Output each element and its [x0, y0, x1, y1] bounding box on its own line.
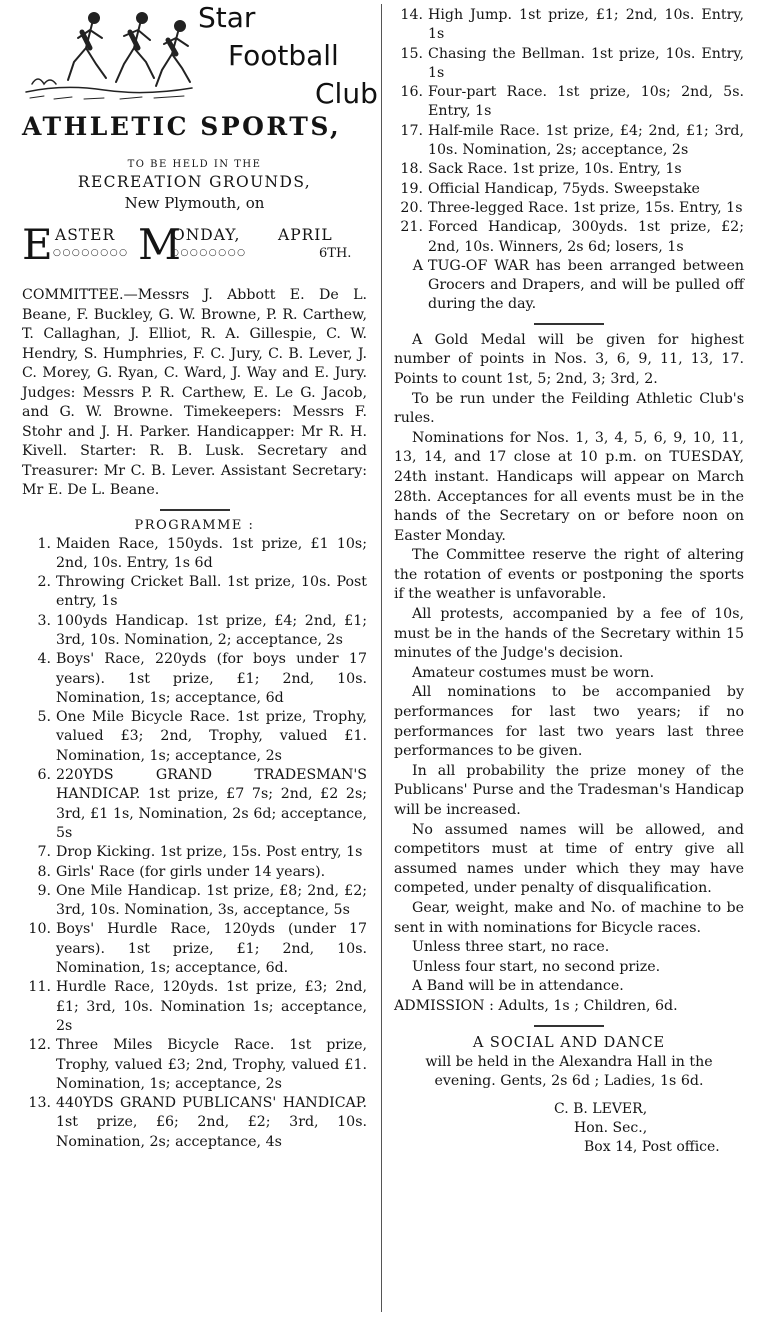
- event-text: One Mile Bicycle Race. 1st prize, Trophy, valued £3; 2nd, Trophy, valued £1. Nomination, 1s; acceptance, 2s: [56, 709, 367, 764]
- masthead-word-star: Star: [198, 1, 256, 34]
- list-item: [22, 1036, 367, 1094]
- note-paragraph: In all probability the prize money of the Publicans' Purse and the Tradesman's Handicap will be increased.: [394, 762, 744, 818]
- date-cap-e: E: [22, 220, 53, 269]
- event-number: 17.: [400, 122, 423, 139]
- event-number: 9.: [37, 882, 51, 899]
- list-item: [22, 920, 367, 978]
- list-item: [394, 257, 744, 315]
- event-text: Throwing Cricket Ball. 1st prize, 10s. Post entry, 1s: [56, 574, 367, 610]
- date-april: APRIL: [278, 226, 333, 244]
- event-number: 10.: [28, 921, 51, 938]
- event-text: Three Miles Bicycle Race. 1st prize, Trophy, valued £3; 2nd, Trophy, valued £1. Nomination, 1s; acceptance, 2s: [56, 1037, 367, 1092]
- right-column: [394, 0, 744, 1157]
- event-text: One Mile Handicap. 1st prize, £8; 2nd, £2; 3rd, 10s. Nomination, 3s, acceptance, 5s: [56, 882, 367, 919]
- event-number: 1.: [37, 535, 51, 552]
- event-text: Girls' Race (for girls under 14 years).: [56, 863, 326, 880]
- event-number: 21.: [400, 219, 423, 236]
- list-item: [22, 1094, 367, 1152]
- signature-title: Hon. Sec.,: [574, 1119, 648, 1136]
- dots-ornament-icon: ○○○○○○○○: [171, 248, 247, 258]
- event-number: 8.: [37, 863, 51, 880]
- list-item: [394, 45, 744, 84]
- list-item: [22, 650, 367, 708]
- note-paragraph: All nominations to be accompanied by performances for last two years; if no performances for last two years last three performances to be given.: [394, 684, 744, 760]
- note-paragraph: All protests, accompanied by a fee of 10s, must be in the hands of the Secretary within 15 minutes of the Judge's decision.: [394, 606, 744, 662]
- divider-rule: [534, 1025, 604, 1027]
- runners-illustration-icon: [24, 4, 194, 104]
- committee-paragraph: COMMITTEE.—Messrs J. Abbott E. De L. Beane, F. Buckley, G. W. Browne, P. R. Carthew, T. Callaghan, J. Elliot, R. A. Gillespie, C. W. Hendry, S. Humphries, F. C. Jury, C. B. Lever, J. C. Morey, G. Ryan, C. Ward, J. Way and E. Jury. Judges: Messrs P. R. Carthew, E. Le G. Jacob, and G. W. Browne. Timekeepers: Messrs F. Stohr and J. H. Parker. Handicapper: Mr R. H. Kivell. Starter: R. B. Lusk. Secretary and Treasurer: Mr C. B. Lever. Assistant Secretary: Mr E. De L. Beane.: [22, 287, 367, 498]
- event-number: 20.: [400, 199, 423, 216]
- event-number: 4.: [37, 651, 51, 668]
- event-text: Boys' Hurdle Race, 120yds (under 17 years). 1st prize, £1; 2nd, 10s. Nomination, 1s; acceptance, 6d.: [56, 921, 367, 977]
- events-list-right: [394, 6, 744, 315]
- list-item: [22, 535, 367, 574]
- divider-rule: [160, 509, 230, 511]
- event-text: High Jump. 1st prize, £1; 2nd, 10s. Entry, 1s: [428, 7, 744, 43]
- list-item: [22, 882, 367, 921]
- list-item: [394, 218, 744, 257]
- list-item: [22, 612, 367, 651]
- event-number: 18.: [400, 161, 423, 178]
- event-number: 6.: [37, 767, 51, 784]
- list-item: [394, 6, 744, 45]
- divider-rule: [534, 323, 604, 325]
- programme-title: PROGRAMME :: [134, 517, 255, 533]
- event-number: 3.: [37, 612, 51, 629]
- event-number: 13.: [28, 1095, 51, 1112]
- event-number: 11.: [28, 979, 51, 996]
- note-paragraph: The Committee reserve the right of altering the rotation of events or postponing the sports if the weather is unfavorable.: [394, 547, 744, 603]
- event-text: Sack Race. 1st prize, 10s. Entry, 1s: [428, 161, 682, 178]
- event-number: 7.: [37, 844, 51, 861]
- list-item: [22, 978, 367, 1036]
- note-paragraph: A Band will be in attendance.: [412, 978, 624, 995]
- events-list-left: [22, 535, 367, 1153]
- note-paragraph: Nominations for Nos. 1, 3, 4, 5, 6, 9, 10, 11, 13, 14, and 17 close at 10 p.m. on TUESDAY, 24th instant. Handicaps will appear on March 28th. Acceptances for all events must be in the hands of the Secretary on or before noon on Easter Monday.: [394, 429, 744, 544]
- masthead: [22, 0, 378, 112]
- list-item: [394, 180, 744, 199]
- event-text: Forced Handicap, 300yds. 1st prize, £2; 2nd, 10s. Winners, 2s 6d; losers, 1s: [428, 219, 744, 255]
- list-item: [22, 573, 367, 612]
- notes: [394, 331, 744, 1017]
- note-paragraph: No assumed names will be allowed, and competitors must at time of entry give all assumed names under which they may have competed, under penalty of disqualification.: [394, 821, 744, 897]
- signature-name: C. B. LEVER,: [554, 1100, 648, 1117]
- held-line: TO BE HELD IN THE: [127, 159, 262, 170]
- date-small-e: ASTER: [55, 226, 116, 244]
- event-number: 12.: [28, 1037, 51, 1054]
- masthead-word-club: Club: [315, 77, 378, 110]
- grounds-line: RECREATION GROUNDS,: [77, 173, 312, 191]
- event-text: 440YDS GRAND PUBLICANS' HANDICAP. 1st prize, £6; 2nd, £2; 3rd, 10s. Nomination, 2s; acceptance, 4s: [56, 1095, 367, 1150]
- event-number: 16.: [400, 84, 423, 101]
- event-number: 14.: [400, 7, 423, 23]
- event-text: Four-part Race. 1st prize, 10s; 2nd, 5s. Entry, 1s: [428, 84, 744, 120]
- column-divider: [381, 4, 382, 1312]
- dots-ornament-icon: ○○○○○○○○: [53, 248, 129, 258]
- signature-block: [394, 1100, 744, 1157]
- event-text: Hurdle Race, 120yds. 1st prize, £3; 2nd, £1; 3rd, 10s. Nomination 1s; acceptance, 2s: [56, 979, 367, 1034]
- list-item: [22, 766, 367, 843]
- note-paragraph: A Gold Medal will be given for highest number of points in Nos. 3, 6, 9, 11, 13, 17. Points to count 1st, 5; 2nd, 3; 3rd, 2.: [394, 331, 744, 387]
- event-text: TUG-OF WAR has been arranged between Grocers and Drapers, and will be pulled off during the day.: [428, 257, 744, 313]
- social-title: A SOCIAL AND DANCE: [472, 1034, 666, 1051]
- event-text: Chasing the Bellman. 1st prize, 10s. Entry, 1s: [428, 45, 744, 81]
- list-item: [394, 122, 744, 161]
- event-number: 15.: [400, 45, 423, 62]
- list-item: [394, 83, 744, 122]
- place-line: New Plymouth, on: [124, 194, 265, 212]
- signature-address: Box 14, Post office.: [584, 1138, 720, 1155]
- list-item: [394, 160, 744, 179]
- event-number: 19.: [400, 180, 423, 197]
- note-paragraph: Unless three start, no race.: [412, 939, 610, 956]
- list-item: [22, 708, 367, 766]
- event-number: A: [412, 257, 423, 274]
- date-day: 6TH.: [319, 246, 352, 261]
- note-paragraph: Amateur costumes must be worn.: [412, 664, 655, 681]
- note-paragraph: Gear, weight, make and No. of machine to be sent in with nominations for Bicycle races.: [394, 899, 744, 936]
- list-item: [22, 863, 367, 882]
- masthead-word-football: Football: [228, 39, 339, 72]
- list-item: [394, 199, 744, 218]
- event-text: Half-mile Race. 1st prize, £4; 2nd, £1; 3rd, 10s. Nomination, 2s; acceptance, 2s: [428, 122, 744, 159]
- event-text: Official Handicap, 75yds. Sweepstake: [428, 180, 700, 197]
- headline: ATHLETIC SPORTS,: [22, 112, 342, 141]
- list-item: [22, 843, 367, 862]
- event-text: 220YDS GRAND TRADESMAN'S HANDICAP. 1st prize, £7 7s; 2nd, £2 2s; 3rd, £1 1s, Nomination, 2s 6d; acceptance, 5s: [56, 767, 367, 841]
- event-text: Three-legged Race. 1st prize, 15s. Entry, 1s: [428, 199, 743, 216]
- note-paragraph: Unless four start, no second prize.: [412, 958, 661, 975]
- admission-line: ADMISSION : Adults, 1s ; Children, 6d.: [394, 997, 678, 1014]
- note-paragraph: To be run under the Feilding Athletic Club's rules.: [394, 390, 744, 427]
- date-cap-m: M: [138, 220, 182, 269]
- event-text: 100yds Handicap. 1st prize, £4; 2nd, £1; 3rd, 10s. Nomination, 2; acceptance, 2s: [56, 612, 367, 648]
- event-date: [22, 222, 367, 278]
- event-text: Drop Kicking. 1st prize, 15s. Post entry, 1s: [56, 844, 363, 861]
- social-text: will be held in the Alexandra Hall in the evening. Gents, 2s 6d ; Ladies, 1s 6d.: [425, 1053, 713, 1090]
- event-number: 2.: [37, 574, 51, 591]
- event-text: Maiden Race, 150yds. 1st prize, £1 10s; 2nd, 10s. Entry, 1s 6d: [56, 535, 367, 571]
- event-text: Boys' Race, 220yds (for boys under 17 years). 1st prize, £1; 2nd, 10s. Nomination, 1s; acceptance, 6d: [56, 651, 367, 706]
- left-column: [22, 0, 378, 1152]
- event-number: 5.: [37, 709, 51, 726]
- date-small-m: ONDAY,: [172, 226, 241, 244]
